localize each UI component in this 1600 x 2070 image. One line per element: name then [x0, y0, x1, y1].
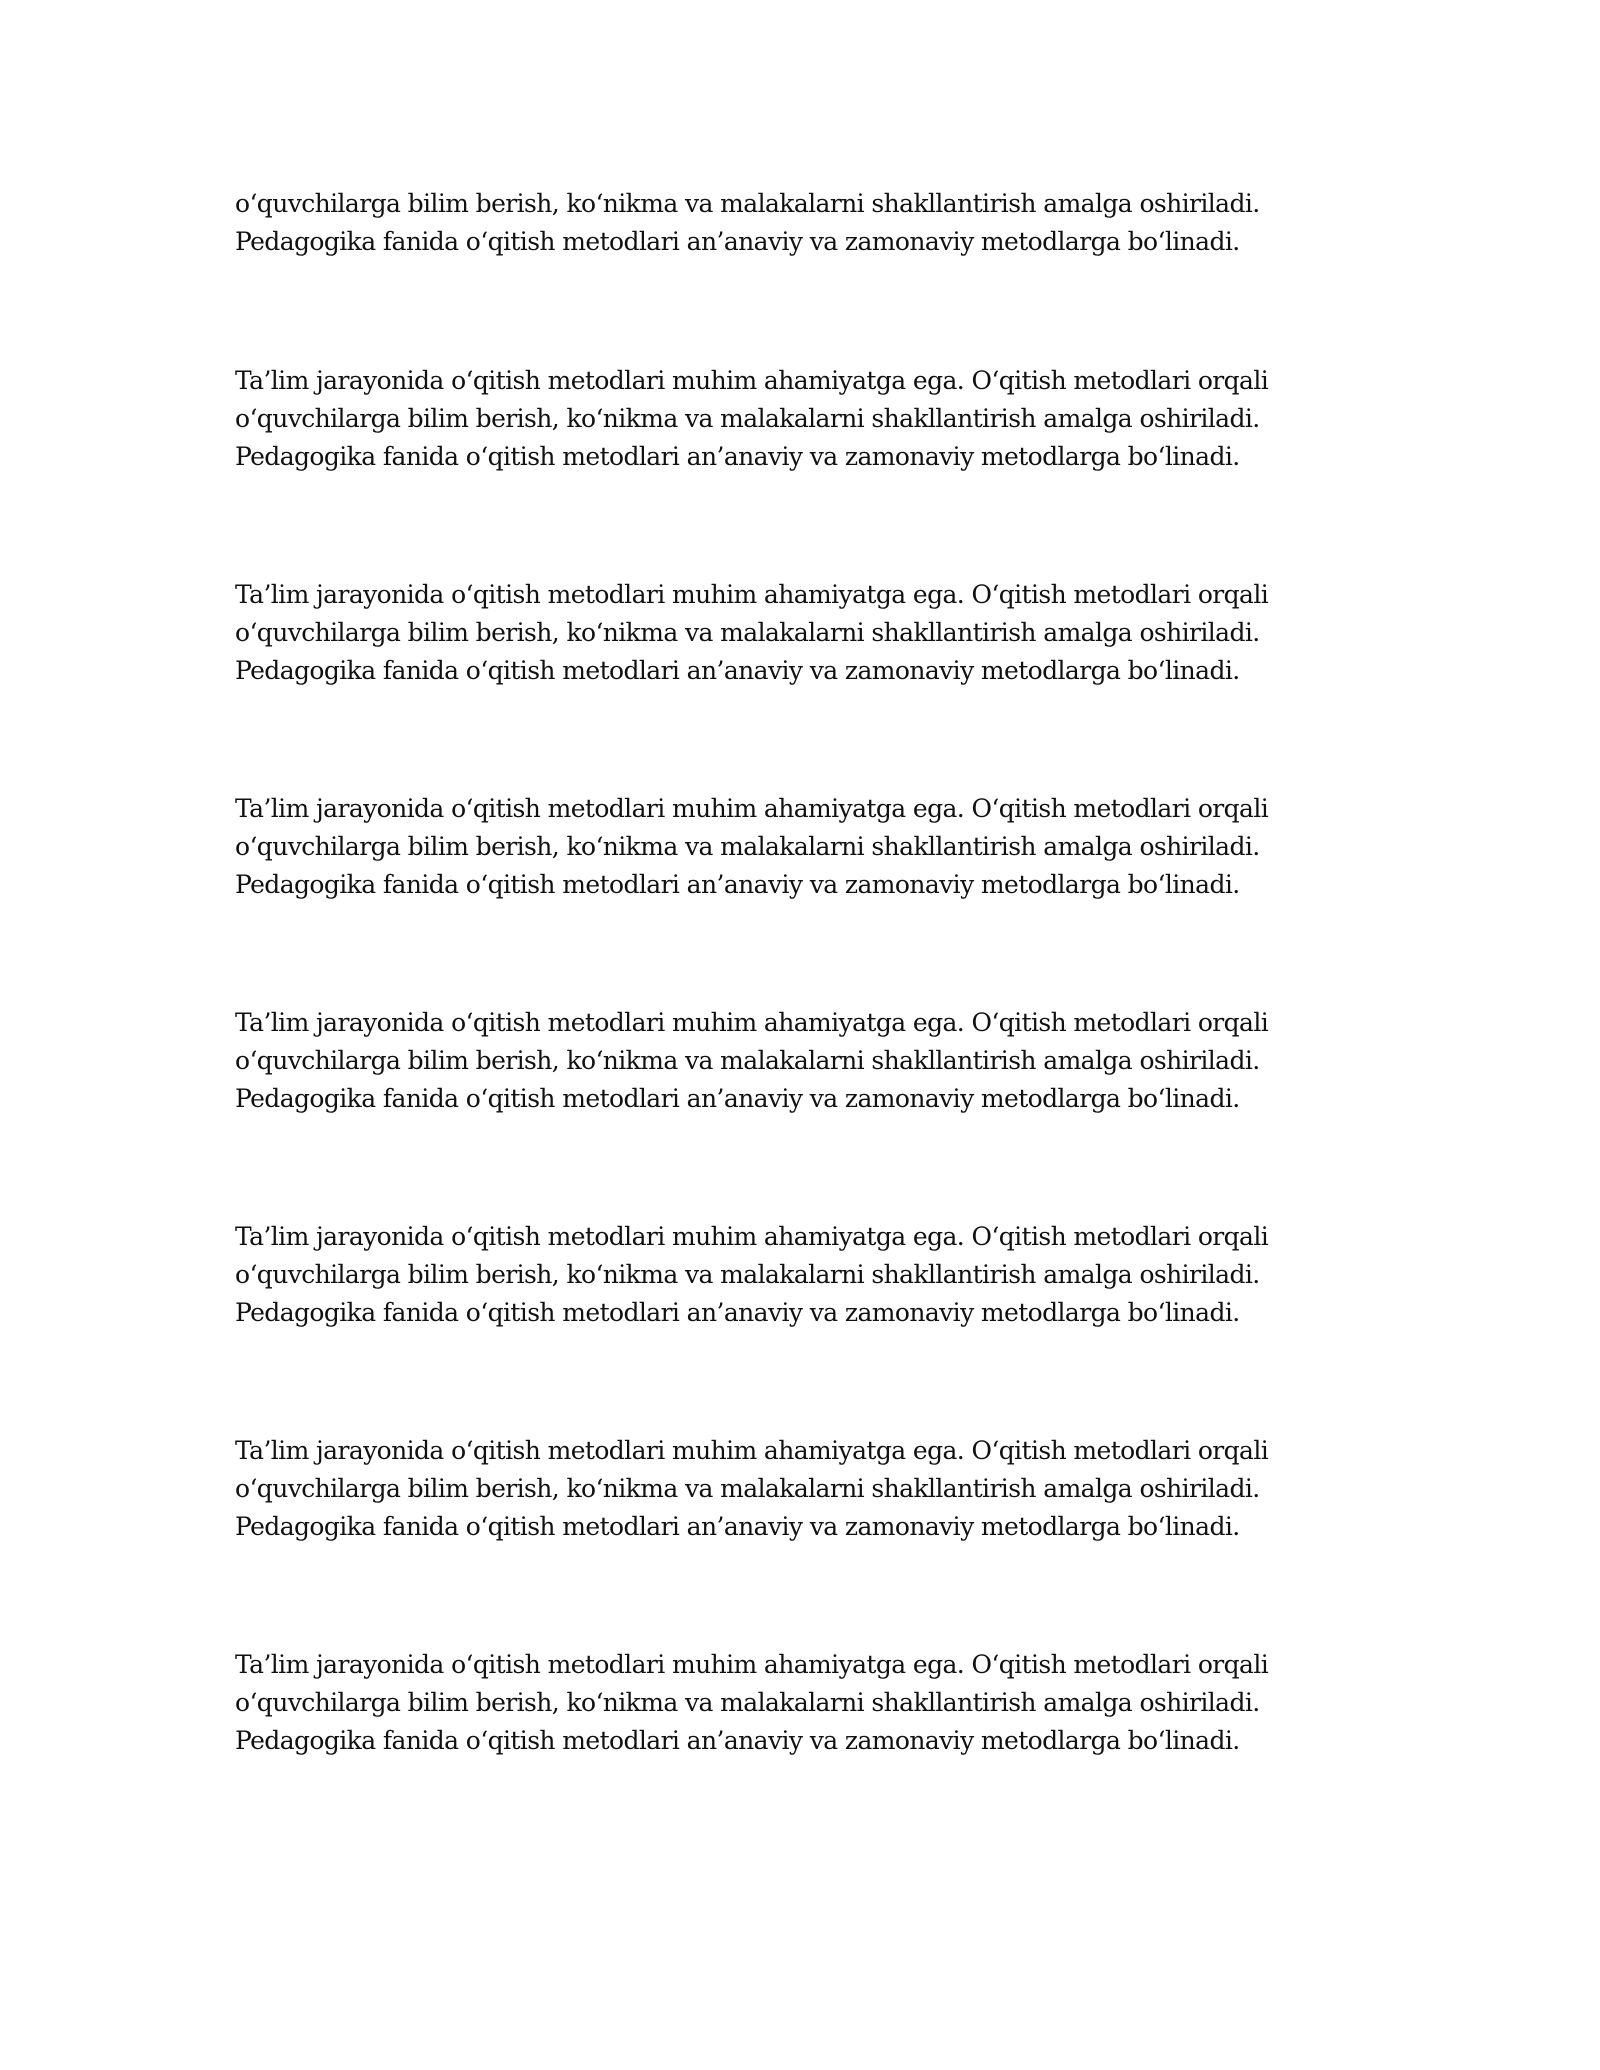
paragraph: [235, 1218, 1335, 1332]
paragraph: [235, 1432, 1335, 1546]
paragraph-line: o‘quvchilarga bilim berish, ko‘nikma va malakalarni shakllantirish amalga oshiriladi.: [235, 404, 1260, 433]
paragraph-line: o‘quvchilarga bilim berish, ko‘nikma va malakalarni shakllantirish amalga oshiriladi.: [235, 832, 1260, 861]
paragraph-line: o‘quvchilarga bilim berish, ko‘nikma va malakalarni shakllantirish amalga oshiriladi.: [235, 1474, 1260, 1503]
paragraph-line: o‘quvchilarga bilim berish, ko‘nikma va malakalarni shakllantirish amalga oshiriladi.: [235, 1260, 1260, 1289]
paragraph: [235, 790, 1335, 904]
paragraph-line: Pedagogika fanida o‘qitish metodlari an’anaviy va zamonaviy metodlarga bo‘linadi.: [235, 1298, 1240, 1327]
paragraph-line: Pedagogika fanida o‘qitish metodlari an’anaviy va zamonaviy metodlarga bo‘linadi.: [235, 1512, 1240, 1541]
paragraph: [235, 576, 1335, 690]
paragraph: [235, 185, 1335, 261]
paragraph-line: Ta’lim jarayonida o‘qitish metodlari muhim ahamiyatga ega. O‘qitish metodlari orqali: [235, 794, 1269, 823]
paragraph: [235, 362, 1335, 476]
paragraph-line: Pedagogika fanida o‘qitish metodlari an’anaviy va zamonaviy metodlarga bo‘linadi.: [235, 1084, 1240, 1113]
paragraph-line: Pedagogika fanida o‘qitish metodlari an’anaviy va zamonaviy metodlarga bo‘linadi.: [235, 656, 1240, 685]
paragraph-line: o‘quvchilarga bilim berish, ko‘nikma va malakalarni shakllantirish amalga oshiriladi.: [235, 189, 1260, 218]
paragraph-line: Ta’lim jarayonida o‘qitish metodlari muhim ahamiyatga ega. O‘qitish metodlari orqali: [235, 1222, 1269, 1251]
paragraph-line: Ta’lim jarayonida o‘qitish metodlari muhim ahamiyatga ega. O‘qitish metodlari orqali: [235, 580, 1269, 609]
paragraph-line: o‘quvchilarga bilim berish, ko‘nikma va malakalarni shakllantirish amalga oshiriladi.: [235, 618, 1260, 647]
paragraph: [235, 1646, 1335, 1760]
paragraph-line: Ta’lim jarayonida o‘qitish metodlari muhim ahamiyatga ega. O‘qitish metodlari orqali: [235, 366, 1269, 395]
paragraph-line: Ta’lim jarayonida o‘qitish metodlari muhim ahamiyatga ega. O‘qitish metodlari orqali: [235, 1008, 1269, 1037]
paragraph: [235, 1004, 1335, 1118]
paragraph-line: o‘quvchilarga bilim berish, ko‘nikma va malakalarni shakllantirish amalga oshiriladi.: [235, 1046, 1260, 1075]
paragraph-line: Ta’lim jarayonida o‘qitish metodlari muhim ahamiyatga ega. O‘qitish metodlari orqali: [235, 1436, 1269, 1465]
paragraph-line: Pedagogika fanida o‘qitish metodlari an’anaviy va zamonaviy metodlarga bo‘linadi.: [235, 442, 1240, 471]
paragraph-line: Pedagogika fanida o‘qitish metodlari an’anaviy va zamonaviy metodlarga bo‘linadi.: [235, 870, 1240, 899]
paragraph-line: Ta’lim jarayonida o‘qitish metodlari muhim ahamiyatga ega. O‘qitish metodlari orqali: [235, 1650, 1269, 1679]
paragraph-line: Pedagogika fanida o‘qitish metodlari an’anaviy va zamonaviy metodlarga bo‘linadi.: [235, 227, 1240, 256]
paragraph-line: o‘quvchilarga bilim berish, ko‘nikma va malakalarni shakllantirish amalga oshiriladi.: [235, 1688, 1260, 1717]
paragraph-line: Pedagogika fanida o‘qitish metodlari an’anaviy va zamonaviy metodlarga bo‘linadi.: [235, 1726, 1240, 1755]
